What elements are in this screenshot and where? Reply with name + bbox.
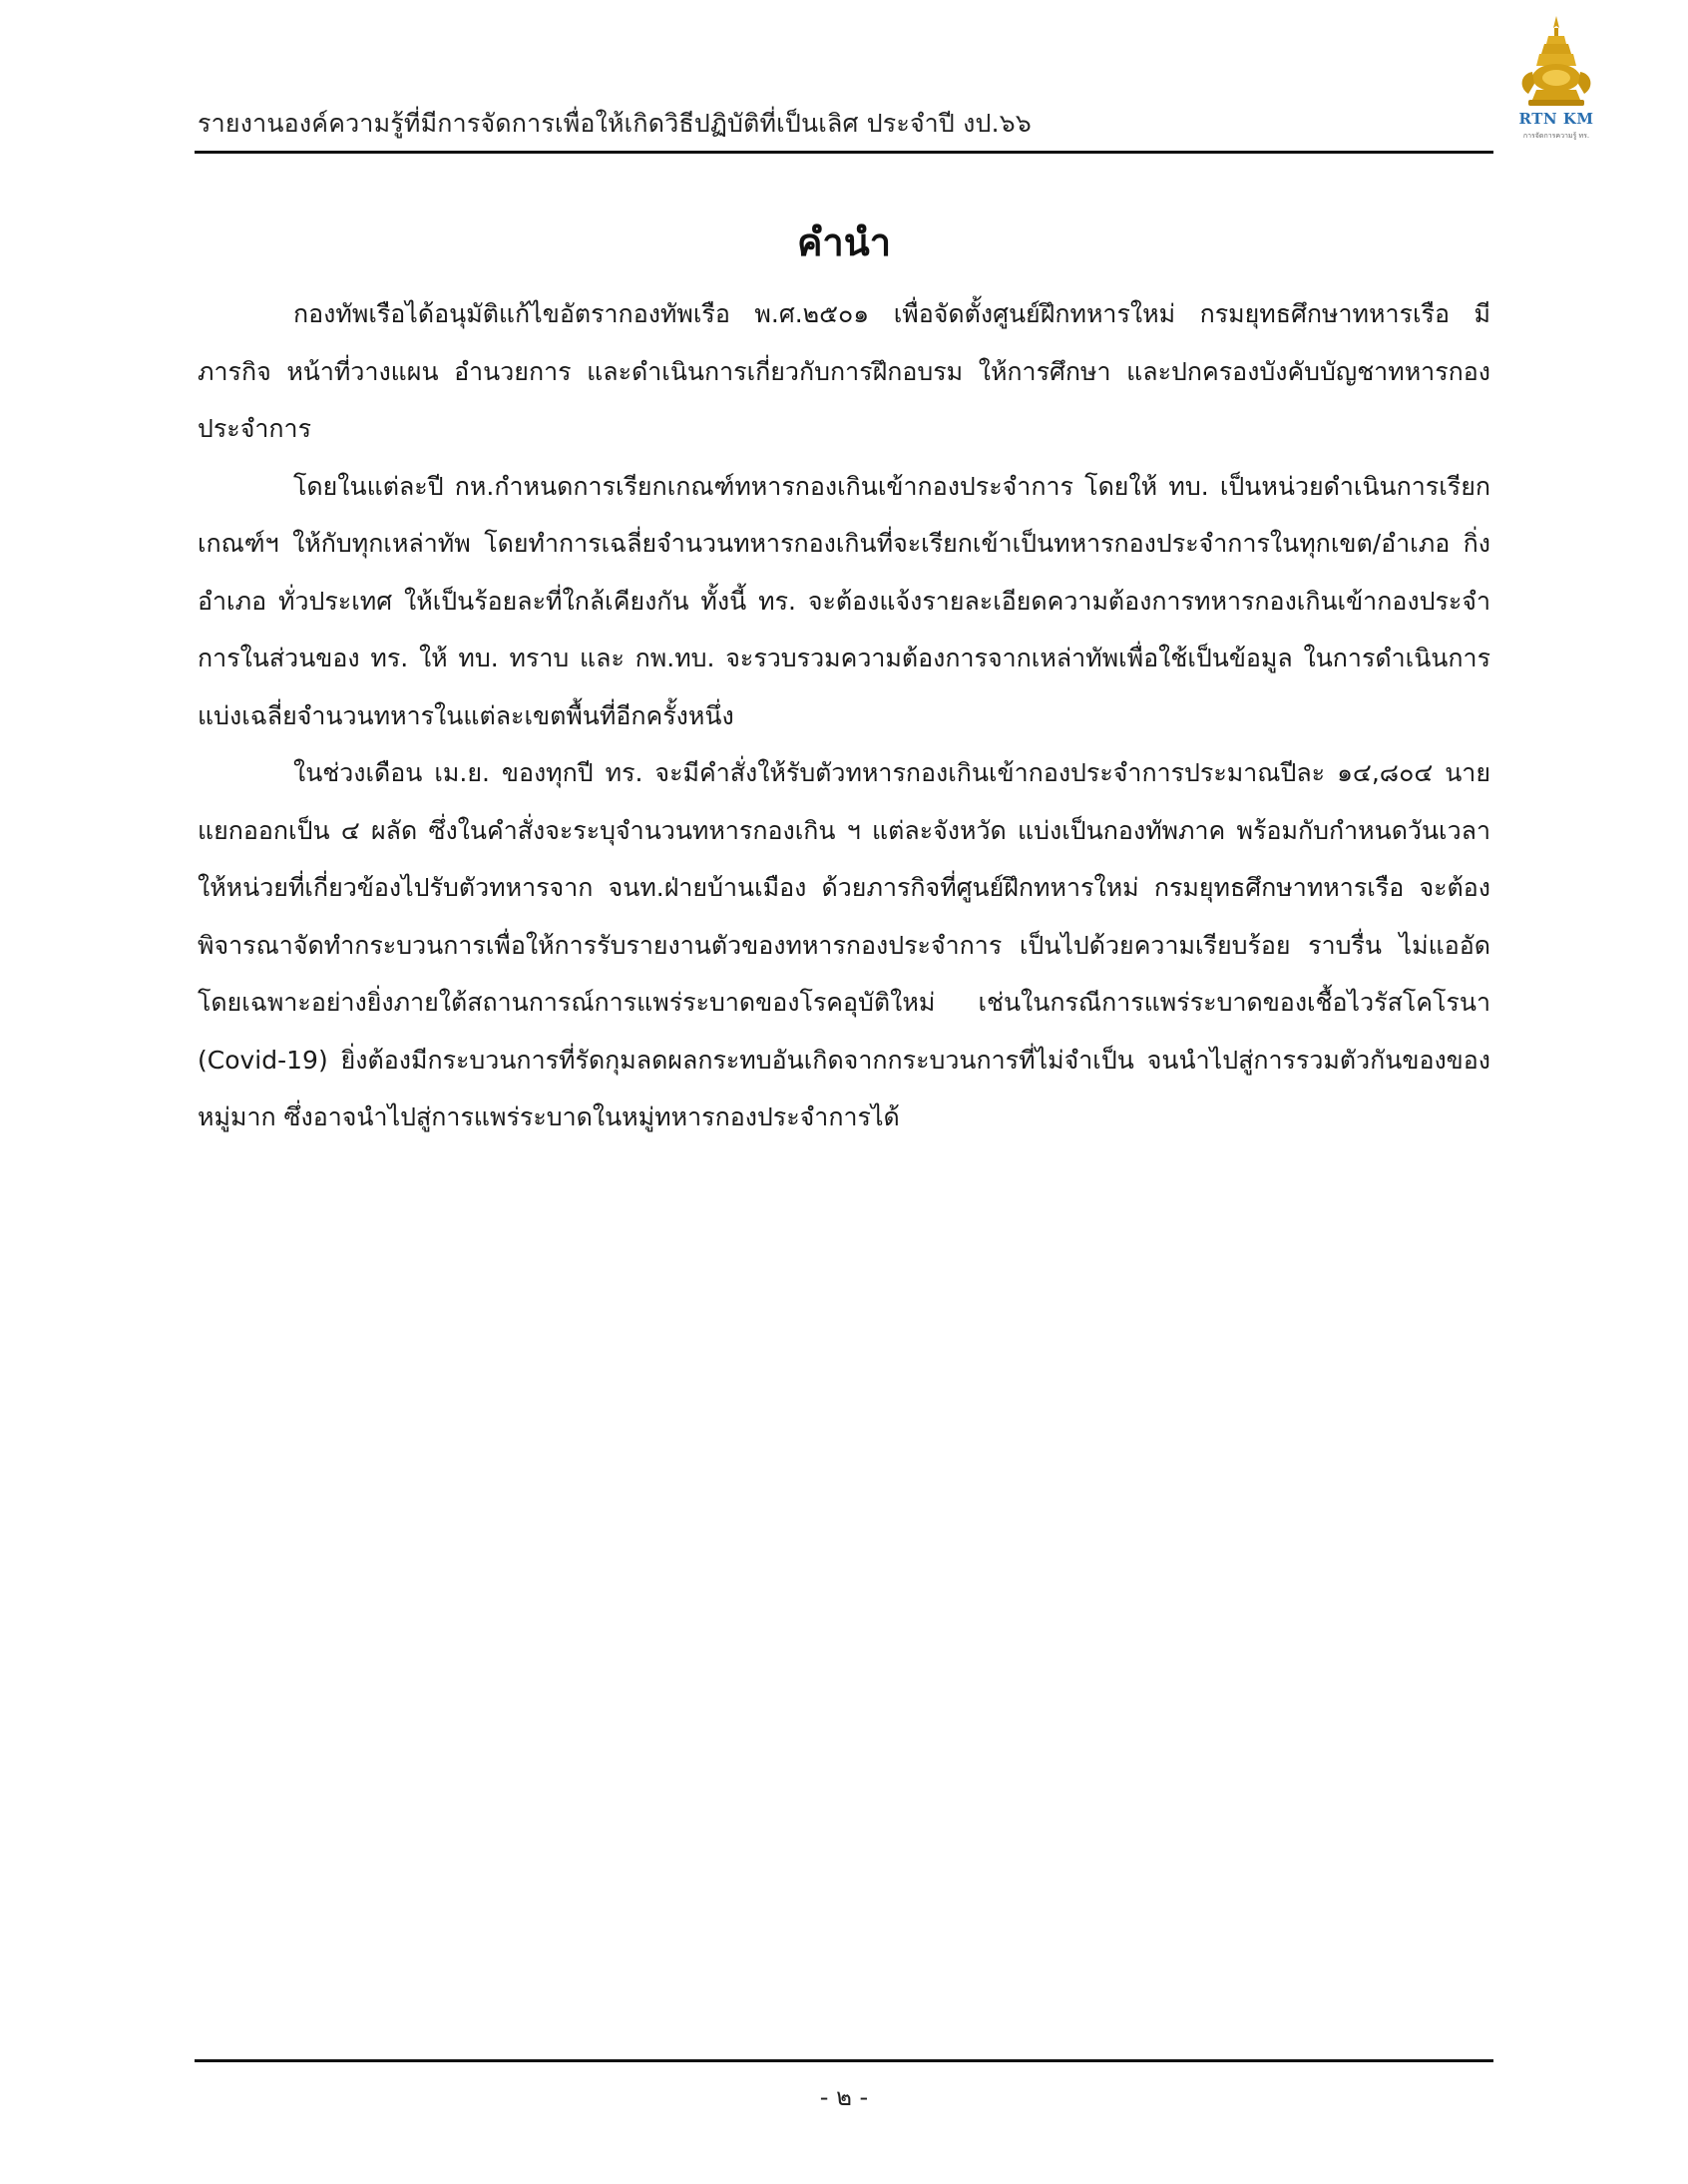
page-title: คำนำ: [796, 220, 892, 264]
paragraph: กองทัพเรือได้อนุมัติแก้ไขอัตรากองทัพเรือ พ.ศ.๒๕๐๑ เพื่อจัดตั้งศูนย์ฝึกทหารใหม่ กรมยุทธศึกษาทหารเรือ มีภารกิจ หน้าที่วางแผน อำนวยการ และดำเนินการเกี่ยวกับการฝึกอบรม ให้การศึกษา และปกครองบังคับบัญชาทหารกองประจำการ: [198, 299, 1490, 443]
paragraph: ในช่วงเดือน เม.ย. ของทุกปี ทร. จะมีคำสั่งให้รับตัวทหารกองเกินเข้ากองประจำการประมาณปีละ ๑๔,๘๐๔ นาย แยกออกเป็น ๔ ผลัด ซึ่งในคำสั่งจะระบุจำนวนทหารกองเกิน ฯ แต่ละจังหวัด แบ่งเป็นกองทัพภาค พร้อมกับกำหนดวันเวลาให้หน่วยที่เกี่ยวข้องไปรับตัวทหารจาก จนท.ฝ่ายบ้านเมือง ด้วยภารกิจที่ศูนย์ฝึกทหารใหม่ กรมยุทธศึกษาทหารเรือ จะต้องพิจารณาจัดทำกระบวนการเพื่อให้การรับรายงานตัวของทหารกองประจำการ เป็นไปด้วยความเรียบร้อย ราบรื่น ไม่แออัด โดยเฉพาะอย่างยิ่งภายใต้สถานการณ์การแพร่ระบาดของโรคอุบัติใหม่ เช่นในกรณีการแพร่ระบาดของเชื้อไวรัสโคโรนา (Covid-19) ยิ่งต้องมีกระบวนการที่รัดกุมลดผลกระทบอันเกิดจากกระบวนการที่ไม่จำเป็น จนนำไปสู่การรวมตัวกันของของหมู่มาก ซึ่งอาจนำไปสู่การแพร่ระบาดในหมู่ทหารกองประจำการได้: [198, 758, 1490, 1131]
page-number: - ๒ -: [819, 2083, 869, 2111]
rtn-km-logo: [1510, 14, 1602, 144]
paragraph: โดยในแต่ละปี กห.กำหนดการเรียกเกณฑ์ทหารกองเกินเข้ากองประจำการ โดยให้ ทบ. เป็นหน่วยดำเนินการเรียกเกณฑ์ฯ ให้กับทุกเหล่าทัพ โดยทำการเฉลี่ยจำนวนทหารกองเกินที่จะเรียกเข้าเป็นทหารกองประจำการในทุกเขต/อำเภอ กิ่งอำเภอ ทั่วประเทศ ให้เป็นร้อยละที่ใกล้เคียงกัน ทั้งนี้ ทร. จะต้องแจ้งรายละเอียดความต้องการทหารกองเกินเข้ากองประจำการในส่วนของ ทร. ให้ ทบ. ทราบ และ กพ.ทบ. จะรวบรวมความต้องการจากเหล่าทัพเพื่อใช้เป็นข้อมูล ในการดำเนินการแบ่งเฉลี่ยจำนวนทหารในแต่ละเขตพื้นที่อีกครั้งหนึ่ง: [198, 471, 1490, 730]
document-header-title: รายงานองค์ความรู้ที่มีการจัดการเพื่อให้เกิดวิธีปฏิบัติที่เป็นเลิศ ประจำปี งป.๖๖: [198, 109, 1032, 138]
royal-crown-emblem-icon: [1510, 14, 1602, 112]
logo-title: RTN KM: [1518, 110, 1594, 128]
logo-subtitle: การจัดการความรู้ ทร.: [1522, 132, 1590, 140]
document-body: [198, 285, 1490, 1146]
header-divider: [195, 151, 1493, 154]
footer-divider: [195, 2059, 1493, 2062]
